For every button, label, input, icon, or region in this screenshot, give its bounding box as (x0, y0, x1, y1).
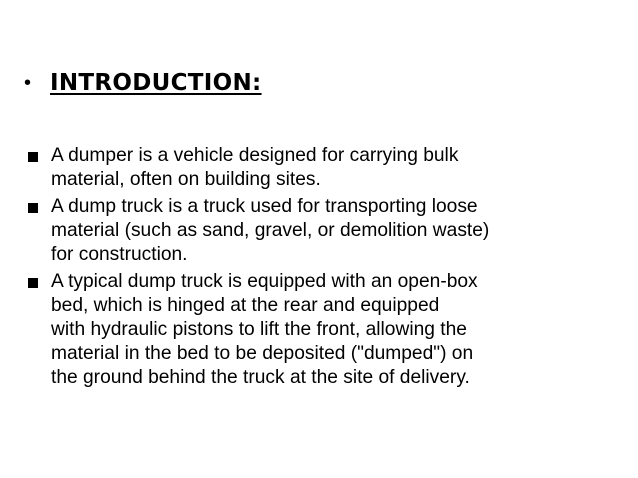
bullet-text: A dump truck is a truck used for transporting loose material (such as sand, gravel, or demolition waste) for construction. (51, 196, 490, 265)
bullet-list (28, 144, 618, 393)
bullet-item (28, 270, 618, 390)
bullet-text: A typical dump truck is equipped with an open-box bed, which is hinged at the rear and equipped with hydraulic pistons to lift the front, allowing the material in the bed to be deposited ("dumped") on the ground behind the truck at the site of delivery. (51, 271, 478, 388)
bullet-text: A dumper is a vehicle designed for carrying bulk material, often on building sites. (51, 145, 459, 190)
square-bullet-icon (28, 152, 38, 162)
round-bullet-icon: • (24, 72, 32, 94)
square-bullet-icon (28, 203, 38, 213)
title-row (24, 70, 262, 96)
square-bullet-icon (28, 278, 38, 288)
bullet-item (28, 195, 618, 267)
slide-title: INTRODUCTION: (50, 70, 262, 96)
bullet-item (28, 144, 618, 192)
